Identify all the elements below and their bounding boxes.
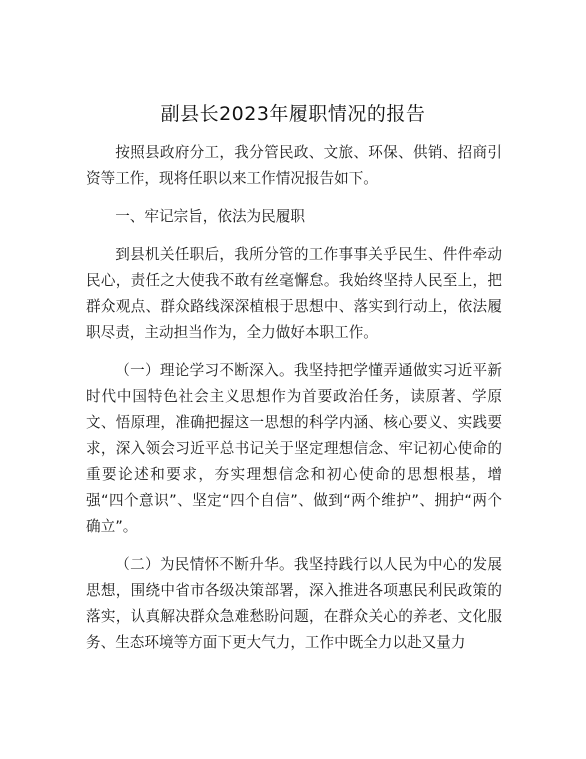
body-paragraph: （一）理论学习不断深入。我坚持把学懂弄通做实习近平新时代中国特色社会主义思想作为首要政治任务，读原著、学原文、悟原理，准确把握这一思想的科学内涵、核心要义、实践要求，深入领会习近平总书记关于坚定理想信念、牢记初心使命的重要论述和要求，夯实理想信念和初心使命的思想根基，增强“四个意识”、坚定“四个自信”、做到“两个维护”、拥护“两个确立”。: [86, 362, 502, 535]
document-body: [86, 140, 502, 668]
document-title: 副县长2023年履职情况的报告: [160, 103, 426, 125]
section-heading: 一、牢记宗旨，依法为民履职: [115, 208, 305, 225]
body-paragraph: （二）为民情怀不断升华。我坚持践行以人民为中心的发展思想，围绕中省市各级决策部署，深入推进各项惠民利民政策的落实，认真解决群众急难愁盼问题，在群众关心的养老、文化服务、生态环境等方面下更大气力，工作中既全力以赴又量力: [86, 556, 502, 651]
body-paragraph: 到县机关任职后，我所分管的工作事事关乎民生、件件牵动民心，责任之大使我不敢有丝毫懈怠。我始终坚持人民至上，把群众观点、群众路线深深植根于思想中、落实到行动上，依法履职尽责，主动担当作为，全力做好本职工作。: [86, 246, 502, 341]
intro-paragraph: 按照县政府分工，我分管民政、文旅、环保、供销、招商引资等工作，现将任职以来工作情况报告如下。: [86, 144, 502, 187]
